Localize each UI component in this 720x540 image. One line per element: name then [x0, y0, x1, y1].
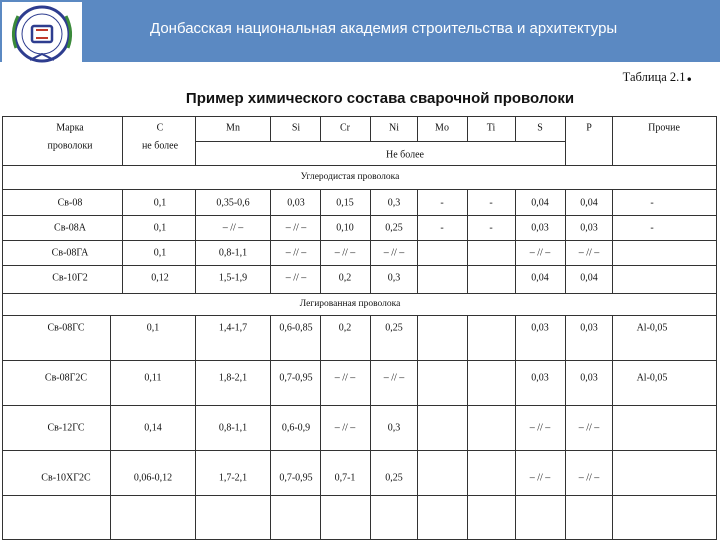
col-header-ni: Ni	[389, 122, 399, 134]
table-cell: 0,25	[385, 222, 403, 234]
table-cell: -	[489, 222, 493, 234]
table-cell: – // –	[578, 247, 600, 259]
col-header-not-more: Не более	[386, 149, 424, 161]
table-cell: 0,6-0,85	[279, 322, 313, 334]
table-cell: 0,15	[336, 197, 354, 209]
table-cell: 0,04	[580, 272, 598, 284]
table-cell: 0,04	[531, 272, 549, 284]
table-cell: 0,8-1,1	[218, 247, 248, 259]
row-mark-cell: Св-08А	[54, 222, 86, 234]
table-cell: – // –	[222, 222, 244, 234]
col-header-mark-1: Марка	[56, 122, 84, 134]
table-cell: – // –	[578, 422, 600, 434]
table-cell: 0,3	[387, 422, 401, 434]
table-cell: 1,7-2,1	[218, 472, 248, 484]
section-alloy: Легированная проволока	[299, 299, 401, 309]
table-cell: – // –	[529, 472, 551, 484]
table-cell: -	[489, 197, 493, 209]
col-header-si: Si	[291, 122, 301, 134]
table-cell: – // –	[383, 372, 405, 384]
table-cell: 0,1	[153, 222, 167, 234]
table-cell: – // –	[285, 272, 307, 284]
table-cell: -	[650, 197, 654, 209]
table-cell: -	[650, 222, 654, 234]
section-carbon: Углеродистая проволока	[300, 172, 400, 182]
table-cell: 1,5-1,9	[218, 272, 248, 284]
table-cell: 0,12	[151, 272, 169, 284]
row-mark-cell: Св-08ГС	[47, 322, 85, 334]
table-cell: 0,8-1,1	[218, 422, 248, 434]
table-cell: – // –	[529, 247, 551, 259]
row-mark-cell: Св-08ГА	[51, 247, 89, 259]
table-cell: 0,06-0,12	[133, 472, 173, 484]
col-header-p: P	[586, 122, 592, 134]
table-cell: 0,25	[385, 322, 403, 334]
col-header-c-2: не более	[141, 140, 179, 152]
table-cell: 0,11	[144, 372, 162, 384]
table-cell: -	[440, 197, 444, 209]
header-title: Донбасская национальная академия строительства и архитектуры	[150, 20, 618, 37]
table-cell: 0,03	[531, 222, 549, 234]
table-cell: Al-0,05	[636, 322, 668, 334]
table-cell: 0,1	[153, 197, 167, 209]
table-cell: 0,03	[580, 372, 598, 384]
table-cell: 0,1	[153, 247, 167, 259]
col-header-s: S	[537, 122, 543, 134]
table-cell: 0,7-1	[334, 472, 356, 484]
table-cell: 0,03	[531, 322, 549, 334]
table-cell: – // –	[334, 422, 356, 434]
row-mark-cell: Св-10Г2	[52, 272, 88, 284]
table-cell: 0,03	[287, 197, 305, 209]
table-cell: -	[440, 222, 444, 234]
table-cell: 0,7-0,95	[279, 372, 313, 384]
col-header-other: Прочие	[648, 122, 680, 134]
col-header-ti: Ti	[486, 122, 496, 134]
table-cell: – // –	[529, 422, 551, 434]
table-cell: 0,25	[385, 472, 403, 484]
table-cell: 1,4-1,7	[218, 322, 248, 334]
col-header-cr: Cr	[340, 122, 350, 134]
col-header-mo: Mo	[435, 122, 449, 134]
row-mark-cell: Св-08Г2С	[44, 372, 88, 384]
row-mark-cell: Св-08	[57, 197, 83, 209]
table-cell: 0,3	[387, 272, 401, 284]
table-cell: 0,10	[336, 222, 354, 234]
table-cell: – // –	[285, 247, 307, 259]
table-cell: 0,3	[387, 197, 401, 209]
table-cell: 0,03	[580, 322, 598, 334]
table-cell: 0,03	[531, 372, 549, 384]
table-cell: 0,14	[144, 422, 162, 434]
table-cell: 0,03	[580, 222, 598, 234]
table-cell: 0,6-0,9	[281, 422, 311, 434]
col-header-mark-2: проволоки	[47, 140, 93, 152]
table-title: Пример химического состава сварочной проволоки	[185, 90, 575, 107]
col-header-mn: Mn	[226, 122, 240, 134]
table-cell: 0,04	[580, 197, 598, 209]
table-cell: 0,04	[531, 197, 549, 209]
table-cell: 0,2	[338, 322, 352, 334]
table-cell: – // –	[285, 222, 307, 234]
table-cell: – // –	[383, 247, 405, 259]
table-cell: Al-0,05	[636, 372, 668, 384]
row-mark-cell: Св-10ХГ2С	[41, 472, 91, 484]
table-cell: 0,1	[146, 322, 160, 334]
caption-dot: .	[686, 61, 692, 86]
table-cell: 0,7-0,95	[279, 472, 313, 484]
caption-label: Таблица 2.1	[622, 70, 686, 84]
table-cell: 0,2	[338, 272, 352, 284]
col-header-c-1: С	[156, 122, 164, 134]
table-cell: – // –	[578, 472, 600, 484]
table-cell: 1,8-2,1	[218, 372, 248, 384]
table-cell: 0,35-0,6	[216, 197, 250, 209]
table-cell: – // –	[334, 372, 356, 384]
row-mark-cell: Св-12ГС	[47, 422, 85, 434]
table-cell: – // –	[334, 247, 356, 259]
